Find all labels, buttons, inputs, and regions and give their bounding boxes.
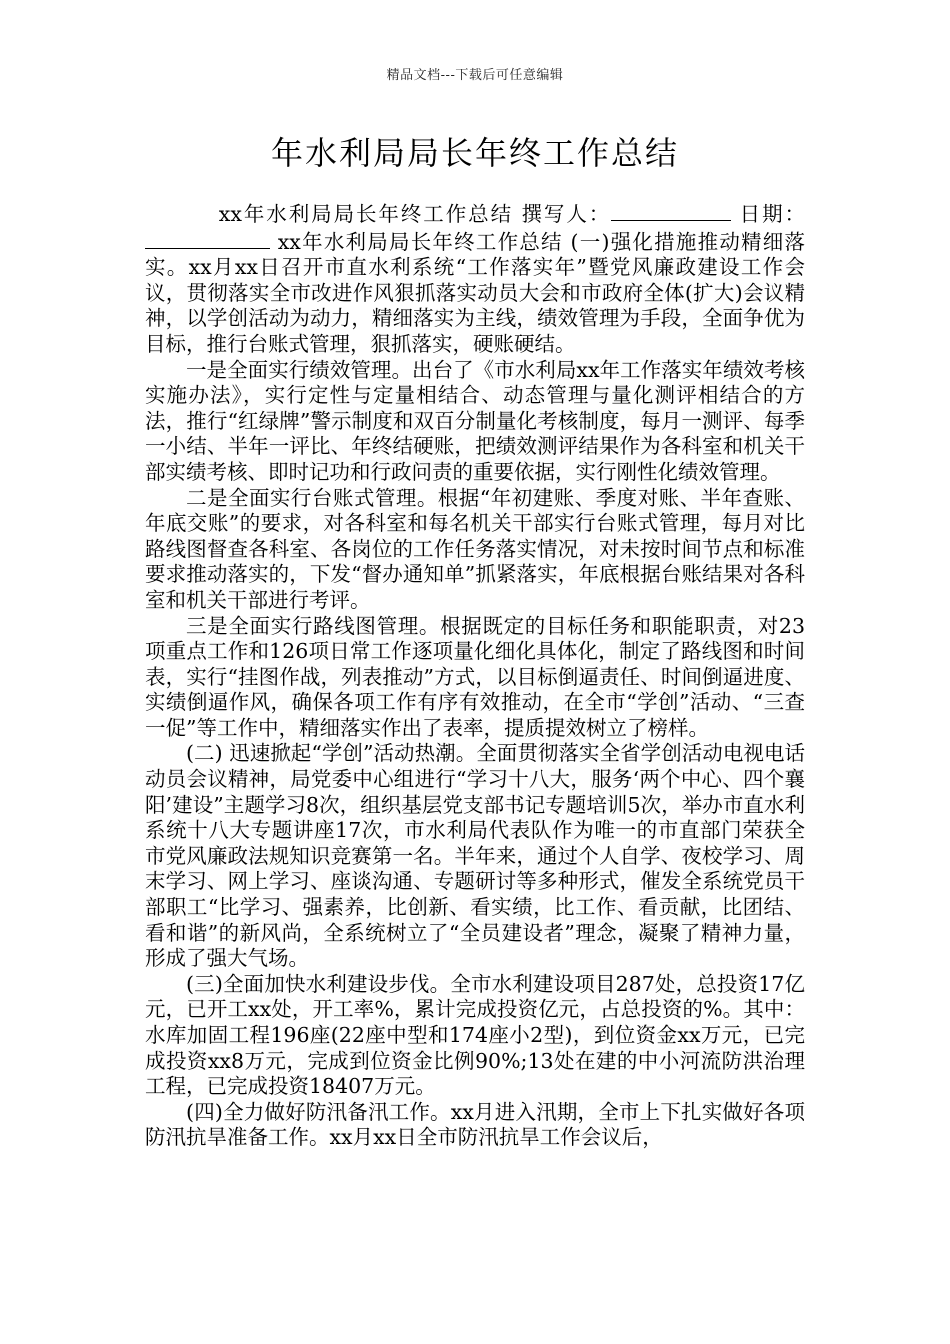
document-title: 年水利局局长年终工作总结	[270, 134, 679, 172]
author-blank	[611, 200, 731, 221]
header-note: 精品文档---下载后可任意编辑	[386, 68, 564, 83]
paragraph-flood-control: (四)全力做好防汛备汛工作。xx月进入汛期，全市上下扎实做好各项防汛抗旱准备工作。xx月xx日全市防汛抗旱工作会议后，	[145, 1099, 805, 1150]
date-blank	[145, 228, 270, 249]
paragraph-construction: (三)全面加快水利建设步伐。全市水利建设项目287处，总投资17亿元，已开工xx处，开工率%，累计完成投资亿元，占总投资的%。其中：水库加固工程196座(22座中型和174座小2型)，到位资金xx万元，已完成投资xx8万元，完成到位资金比例90%;13处在建的中小河流防洪治理工程，已完成投资18407万元。	[145, 971, 805, 1099]
intro-text-2: 日期：	[731, 202, 805, 226]
paragraph-ledger: 二是全面实行台账式管理。根据“年初建账、季度对账、半年查账、年底交账”的要求，对各科室和每名机关干部实行台账式管理，每月对比路线图督查各科室、各岗位的工作任务落实情况，对未按时间节点和标准要求推动落实的，下发“督办通知单”抓紧落实，年底根据台账结果对各科室和机关干部进行考评。	[145, 485, 805, 612]
paragraph-performance: 一是全面实行绩效管理。出台了《市水利局xx年工作落实年绩效考核实施办法》，实行定性与定量相结合、动态管理与量化测评相结合的方法，推行“红绿牌”警示制度和双百分制量化考核制度，每月一测评、每季一小结、半年一评比、年终结硬账，把绩效测评结果作为各科室和机关干部实绩考核、即时记功和行政问责的重要依据，实行刚性化绩效管理。	[145, 357, 805, 484]
intro-text-3: xx年水利局局长年终工作总结 (一)强化措施推动精细落实。xx月xx日召开市直水利系统“工作落实年”暨党风廉政建设工作会议，贯彻落实全市改进作风狠抓落实动员大会和市政府全体(扩大)会议精神，以学创活动为动力，精细落实为主线，绩效管理为手段，全面争优为目标，推行台账式管理，狠抓落实，硬账硬结。	[145, 229, 805, 356]
paragraph-roadmap: 三是全面实行路线图管理。根据既定的目标任务和职能职责，对23项重点工作和126项日常工作逐项量化细化具体化，制定了路线图和时间表，实行“挂图作战，列表推动”方式，以目标倒逼责任、时间倒逼进度、实绩倒逼作风，确保各项工作有序有效推动，在全市“学创”活动、“三查一促”等工作中，精细落实作出了表率，提质提效树立了榜样。	[145, 613, 805, 740]
intro-paragraph	[145, 200, 805, 358]
intro-text-1: xx年水利局局长年终工作总结 撰写人：	[218, 202, 612, 226]
paragraph-study-campaign: (二) 迅速掀起“学创”活动热潮。全面贯彻落实全省学创活动电视电话动员会议精神，局党委中心组进行“学习十八大，服务‘两个中心、四个襄阳’建设”主题学习8次，组织基层党支部书记专题培训5次，举办市直水利系统十八大专题讲座17次，市水利局代表队作为唯一的市直部门荣获全市党风廉政法规知识竞赛第一名。半年来，通过个人自学、夜校学习、周末学习、网上学习、座谈沟通、专题研讨等多种形式，催发全系统党员干部职工“比学习、强素养，比创新、看实绩，比工作、看贡献，比团结、看和谐”的新风尚，全系统树立了“全员建设者”理念，凝聚了精神力量，形成了强大气场。	[145, 741, 805, 971]
document-body	[145, 200, 805, 1151]
